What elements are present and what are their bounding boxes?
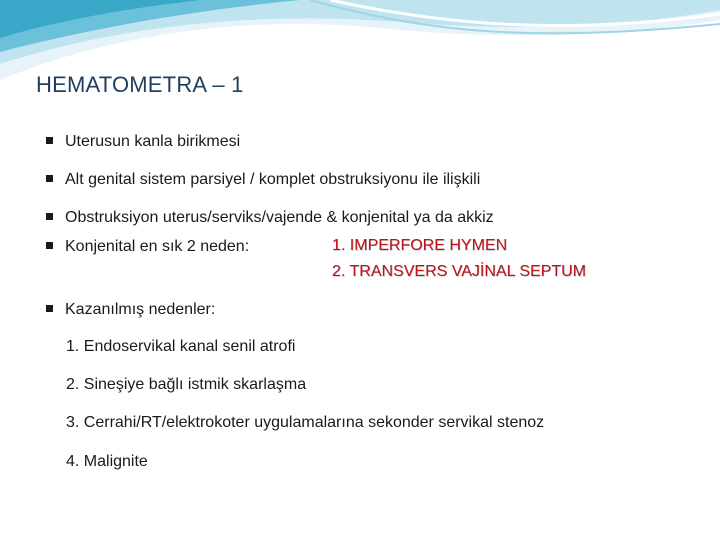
acquired-cause-2: 2. Sineşiye bağlı istmik skarlaşma	[66, 376, 307, 393]
bullet-item: Obstruksiyon uterus/serviks/vajende & konjenital ya da akkiz	[46, 208, 494, 228]
bullet-item: Uterusun kanla birikmesi	[46, 132, 240, 152]
congenital-cause-1: 1. IMPERFORE HYMEN	[332, 237, 508, 254]
acquired-cause-4: 4. Malignite	[66, 453, 148, 470]
bullet-square-icon	[46, 137, 53, 144]
bullet-square-icon	[46, 213, 53, 220]
acquired-cause-1: 1. Endoservikal kanal senil atrofi	[66, 338, 296, 355]
bullet-item: Kazanılmış nedenler:	[46, 300, 215, 320]
page-title: HEMATOMETRA – 1	[36, 72, 244, 97]
bullet-square-icon	[46, 242, 53, 249]
bullet-item: Alt genital sistem parsiyel / komplet obstruksiyonu ile ilişkili	[46, 170, 480, 190]
bullet-square-icon	[46, 175, 53, 182]
acquired-cause-3: 3. Cerrahi/RT/elektrokoter uygulamalarına sekonder servikal stenoz	[66, 414, 545, 431]
bullet-square-icon	[46, 305, 53, 312]
congenital-cause-2: 2. TRANSVERS VAJİNAL SEPTUM	[332, 263, 586, 280]
bullet-item: Konjenital en sık 2 neden:	[46, 237, 249, 257]
